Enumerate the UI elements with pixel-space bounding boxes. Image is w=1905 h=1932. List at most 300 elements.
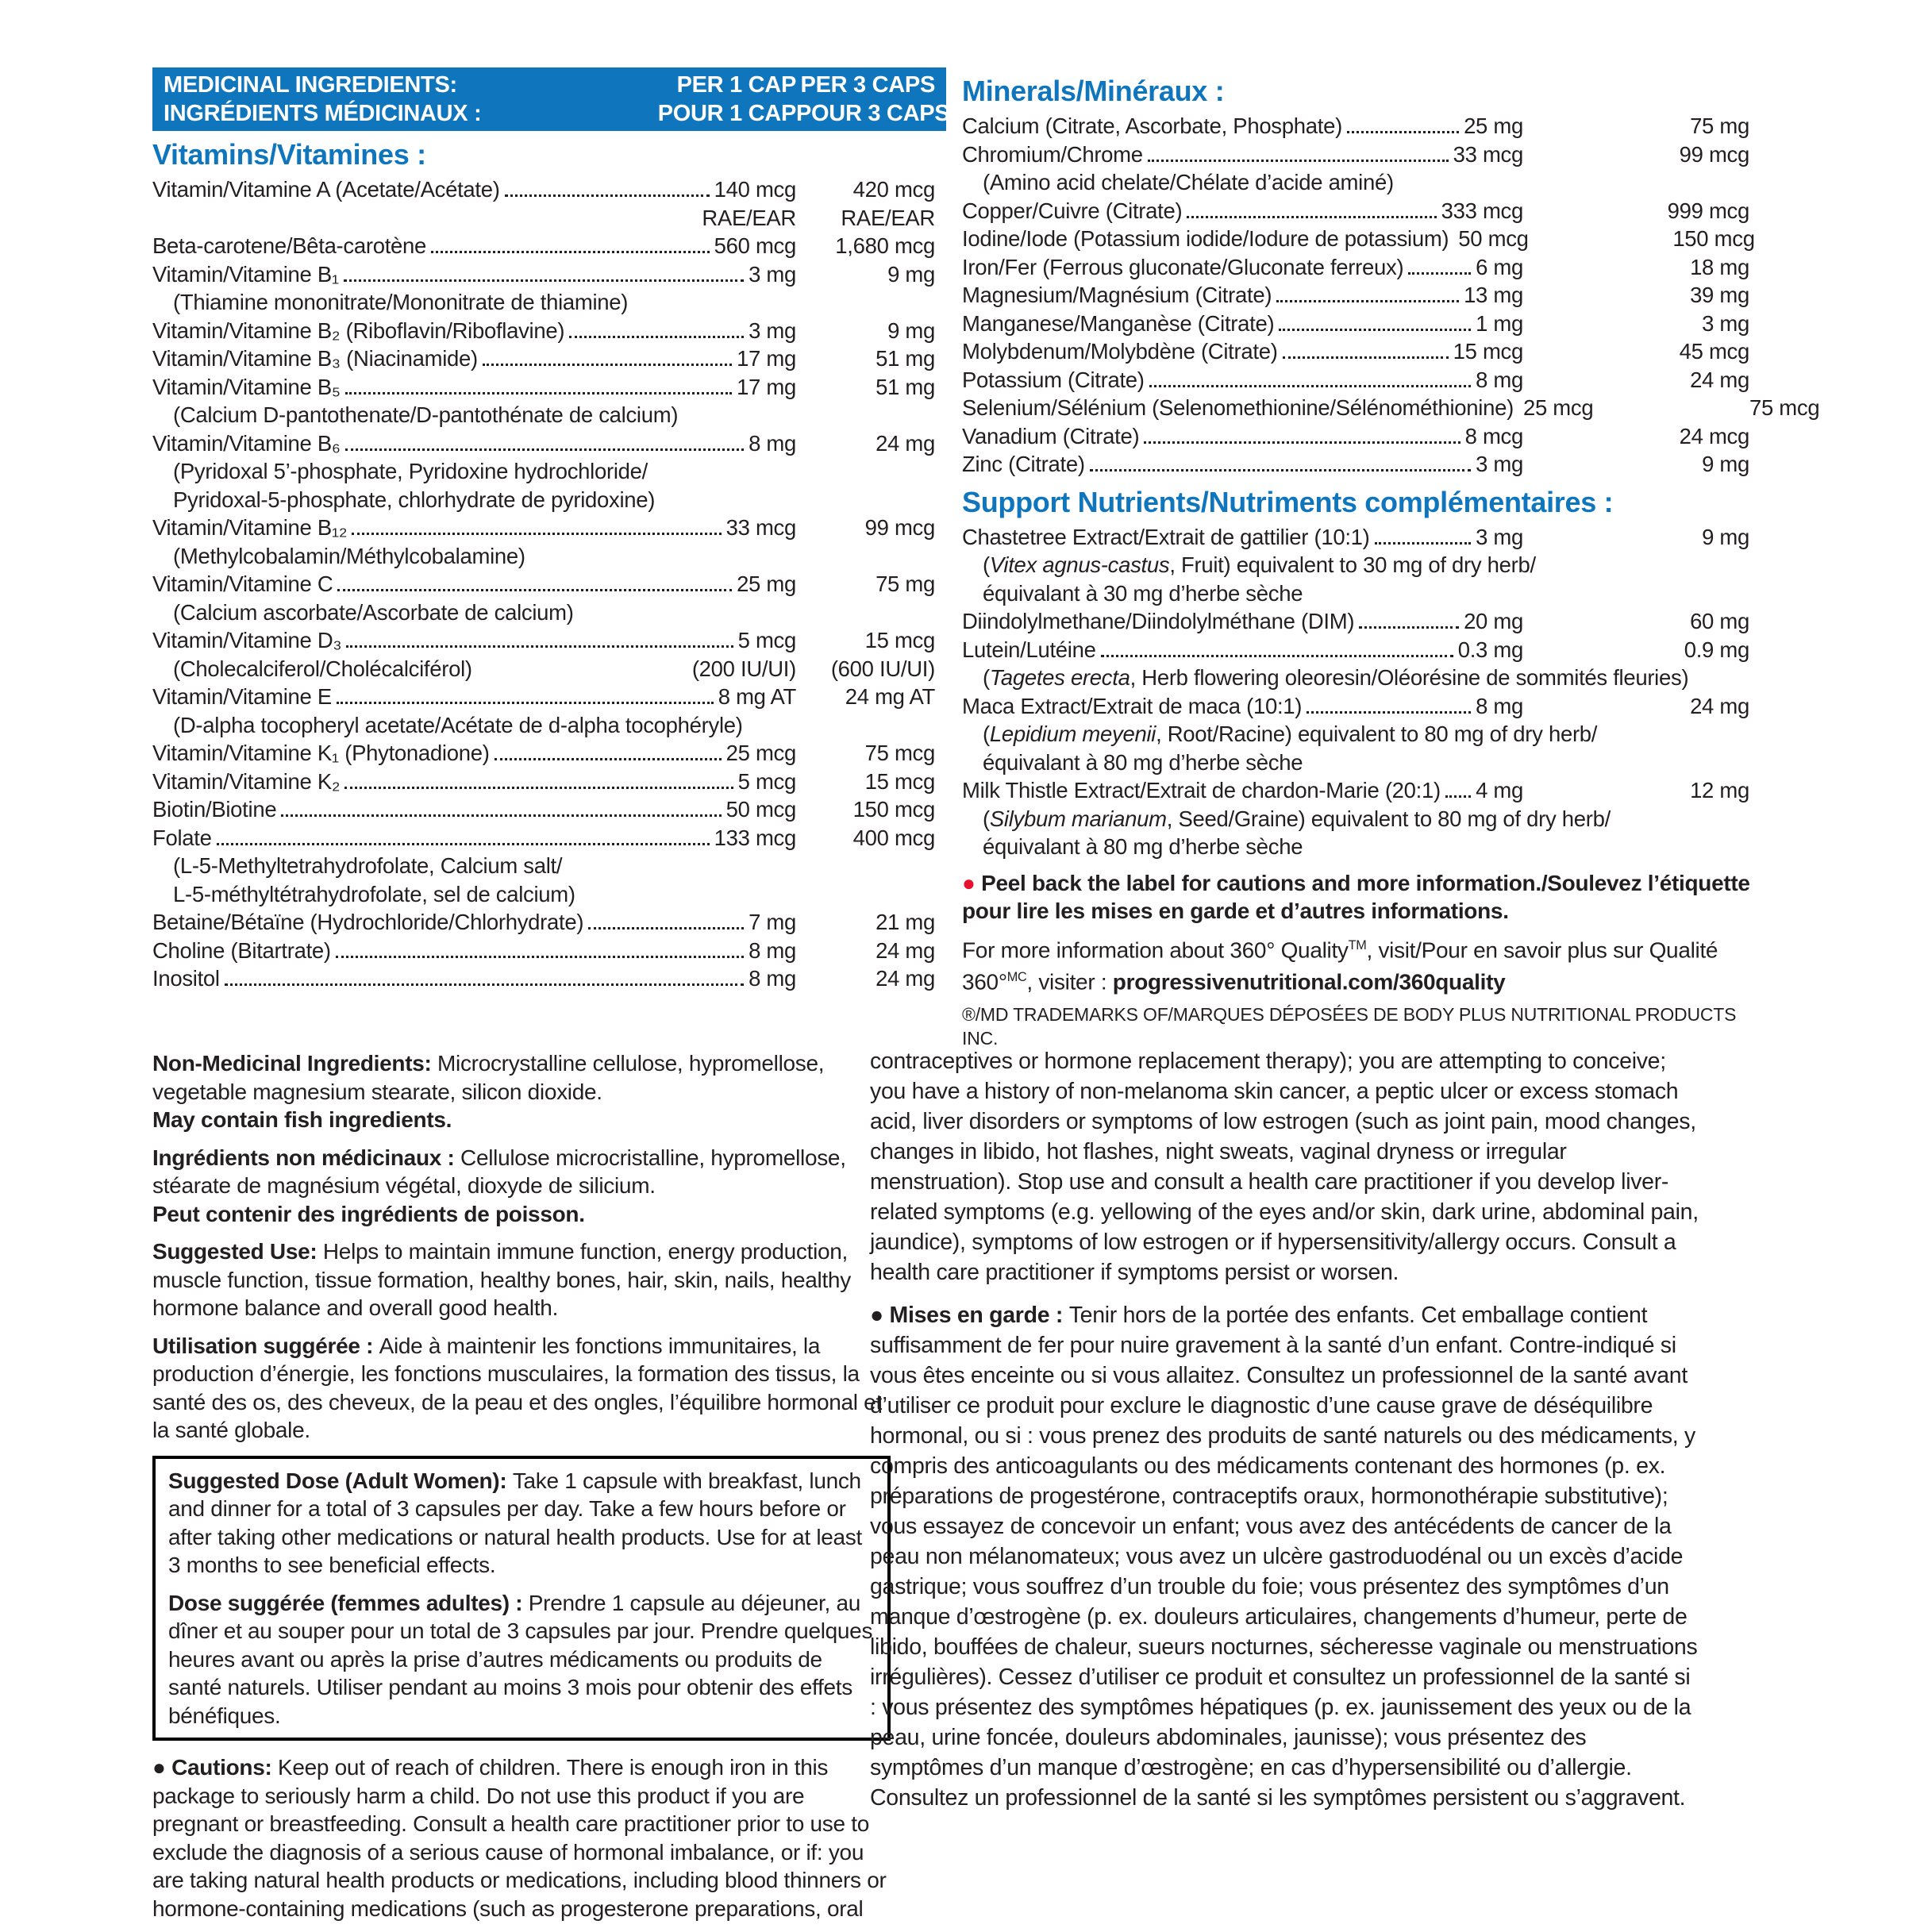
amount-per-1-cap: 133 mcg bbox=[714, 825, 796, 850]
amount-per-3-caps: (600 IU/UI) bbox=[830, 656, 935, 681]
amount-per-3-caps: 45 mcg bbox=[1679, 339, 1749, 364]
ingredient-name bbox=[962, 692, 1302, 721]
text-segment: Suggested Dose (Adult Women): bbox=[168, 1468, 513, 1493]
amount-per-1-cap: 8 mg bbox=[749, 966, 796, 991]
text-segment: Non-Medicinal Ingredients: bbox=[152, 1051, 438, 1076]
text-segment: contraceptives or hormone replacement therapy); you are attempting to conceive; you have a history of non-melanoma skin cancer, a peptic ulcer or excess stomach acid, liver disorders or symptoms of low estrogen (such as joint pain, mood changes, changes in libido, hot flashes, night sweats, vaginal dryness or irregular menstruation). Stop use and consult a health care practitioner if you develop liver-related symptoms (e.g. yellowing of the eyes and/or skin, dark urine, abdominal pain, jaundice), symptoms of low estrogen or if hypersensitivity/allergy occurs. Consult a health care practitioner if symptoms persist or worsen. bbox=[870, 1049, 1699, 1285]
amount-per-3-caps: 51 mg bbox=[876, 374, 935, 399]
dotted-leader bbox=[337, 589, 732, 591]
ingredient-name bbox=[152, 317, 564, 345]
amount-per-3-caps: 999 mcg bbox=[1667, 198, 1749, 223]
suggested-use-fr bbox=[152, 1332, 891, 1445]
medicinal-ingredients-column bbox=[152, 67, 950, 993]
amount-per-3-caps: RAE/EAR bbox=[841, 205, 935, 230]
amount-per-1-cap: 13 mg bbox=[1464, 283, 1523, 307]
text-segment: Molybdenum/Molybdène (Citrate) bbox=[962, 339, 1278, 364]
amount-per-3-caps: 150 mcg bbox=[852, 797, 935, 822]
dotted-leader bbox=[1149, 385, 1471, 387]
ingredient-name bbox=[962, 112, 1342, 140]
amount-per-3-caps: 18 mg bbox=[1690, 254, 1749, 279]
text-segment: Vitamin/Vitamine K₂ bbox=[152, 768, 341, 794]
ingredient-line bbox=[962, 337, 1761, 366]
ingredient-line bbox=[152, 401, 946, 429]
dotted-leader bbox=[1283, 356, 1449, 359]
amount-per-3-caps: 24 mg bbox=[1690, 693, 1749, 718]
amount-per-3-caps: 75 mg bbox=[876, 572, 935, 596]
ingredient-line bbox=[152, 824, 946, 852]
ingredient-line bbox=[152, 373, 946, 402]
amount-per-3-caps: 60 mg bbox=[1690, 609, 1749, 633]
amount-per-3-caps: 24 mg AT bbox=[845, 684, 935, 709]
text-segment: Choline (Bitartrate) bbox=[152, 937, 331, 963]
ingredient-name bbox=[962, 579, 1303, 608]
ingredient-line bbox=[962, 112, 1761, 140]
text-segment: ®/MD TRADEMARKS OF/MARQUES DÉPOSÉES DE BODY PLUS NUTRITIONAL PRODUCTS INC. bbox=[962, 1004, 1737, 1049]
text-segment: , visiter : bbox=[1026, 969, 1113, 995]
dotted-leader bbox=[1276, 300, 1459, 302]
ingredient-line bbox=[962, 636, 1761, 664]
cautions-fr bbox=[870, 1300, 1702, 1813]
amount-per-3-caps: 1,680 mcg bbox=[835, 233, 935, 258]
suggested-dose-box bbox=[152, 1456, 891, 1741]
ingredient-line bbox=[962, 833, 1761, 861]
text-segment: May contain fish ingredients. bbox=[152, 1107, 452, 1132]
text-segment: Prendre 1 capsule au déjeuner, au dîner et au souper pour un total de 3 capsules par jour. Prendre quelques heures avant ou après la prise d’autres médicaments ou produits de santé naturels. Utiliser pendant au moins 3 mois pour obtenir des effets bénéfiques. bbox=[168, 1590, 873, 1728]
amount-per-3-caps: 15 mcg bbox=[864, 628, 935, 652]
amount-per-3-caps: 24 mg bbox=[876, 430, 935, 456]
header-col-per-1-cap bbox=[658, 71, 796, 128]
text-segment: Zinc (Citrate) bbox=[962, 452, 1085, 476]
ingredient-line bbox=[962, 281, 1761, 310]
amount-per-3-caps: 9 mg bbox=[887, 261, 935, 287]
amount-per-1-cap: 17 mg bbox=[737, 374, 796, 399]
ingredient-name bbox=[152, 655, 472, 683]
dotted-leader bbox=[281, 814, 721, 817]
ingredient-line bbox=[962, 805, 1761, 833]
minerals-section-title: Minerals/Minéraux : bbox=[962, 75, 1225, 107]
amount-per-1-cap: 20 mg bbox=[1464, 609, 1523, 633]
text-segment: Folate bbox=[152, 825, 212, 850]
amount-per-1-cap: 8 mg AT bbox=[718, 684, 796, 709]
dotted-leader bbox=[345, 448, 744, 451]
amount-per-3-caps: 150 mcg bbox=[1672, 226, 1755, 251]
ingredient-line bbox=[152, 486, 946, 514]
amount-per-1-cap: RAE/EAR bbox=[702, 205, 796, 230]
ingredient-name bbox=[152, 908, 583, 937]
text-segment: Biotin/Biotine bbox=[152, 797, 277, 822]
cautions-english bbox=[152, 1753, 891, 1922]
text-segment: Ingrédients non médicinaux : bbox=[152, 1145, 461, 1170]
per-3-caps-fr: POUR 3 CAPS bbox=[796, 101, 950, 126]
text-segment: (Calcium ascorbate/Ascorbate de calcium) bbox=[173, 599, 574, 625]
ingredient-name bbox=[962, 394, 1514, 422]
ingredient-name bbox=[152, 795, 276, 824]
ingredient-name bbox=[962, 720, 1597, 749]
ingredient-line bbox=[152, 514, 946, 542]
may-contain-en bbox=[152, 1106, 891, 1134]
more-info-note bbox=[962, 932, 1761, 997]
text-segment: Beta-carotene/Bêta-carotène bbox=[152, 233, 427, 258]
ingredient-name bbox=[962, 281, 1272, 310]
ingredient-name bbox=[962, 140, 1143, 169]
ingredient-line bbox=[962, 394, 1820, 422]
text-segment: MC bbox=[1006, 970, 1027, 985]
text-segment: Milk Thistle Extract/Extrait de chardon-Marie (20:1) bbox=[962, 778, 1441, 802]
amount-per-1-cap: 33 mcg bbox=[1453, 141, 1523, 167]
text-segment: Lepidium meyenii bbox=[989, 722, 1156, 746]
ingredient-line bbox=[962, 197, 1761, 225]
ingredients-and-use-paragraphs bbox=[152, 1049, 891, 1445]
dotted-leader bbox=[588, 927, 744, 929]
ingredient-line bbox=[962, 551, 1761, 579]
ingredient-line bbox=[152, 598, 946, 627]
amount-per-1-cap: 3 mg bbox=[1476, 524, 1523, 549]
text-segment: ● Cautions: bbox=[152, 1755, 278, 1780]
text-segment: Microcrystalline cellulose, hypromellose, vegetable magnesium stearate, silicon dioxide. bbox=[152, 1051, 825, 1104]
text-segment: Dose suggérée (femmes adultes) : bbox=[168, 1590, 529, 1615]
medicinal-ingredients-header-bar bbox=[152, 67, 950, 131]
ingredient-line bbox=[962, 664, 1761, 692]
peel-back-note bbox=[962, 869, 1761, 926]
dotted-leader bbox=[1279, 329, 1471, 331]
vitamins-list bbox=[152, 175, 946, 993]
ingredient-line bbox=[152, 795, 946, 824]
text-segment: Aide à maintenir les fonctions immunitaires, la production d’énergie, les fonctions musculaires, la formation des tissus, la santé des os, des cheveux, de la peau et des ongles, l’équilibre hormonal et la santé globale. bbox=[152, 1333, 882, 1442]
text-segment: Tagetes erecta bbox=[989, 665, 1130, 690]
amount-per-3-caps: 24 mg bbox=[876, 937, 935, 963]
ingredient-line bbox=[962, 168, 1761, 197]
text-segment: Vitamin/Vitamine A (Acetate/Acétate) bbox=[152, 177, 500, 202]
text-segment: Lutein/Lutéine bbox=[962, 637, 1096, 662]
dotted-leader bbox=[1347, 131, 1459, 133]
ingredient-line bbox=[152, 768, 946, 796]
amount-per-3-caps: 24 mcg bbox=[1679, 423, 1749, 448]
ingredient-name bbox=[962, 450, 1085, 479]
amount-per-1-cap: 7 mg bbox=[749, 910, 796, 934]
amount-per-3-caps: 0.9 mg bbox=[1684, 637, 1749, 662]
text-segment: (Methylcobalamin/Méthylcobalamine) bbox=[173, 543, 525, 568]
ingredient-name bbox=[962, 366, 1145, 394]
ingredient-name bbox=[152, 514, 347, 542]
text-segment: Vitamin/Vitamine B₂ (Riboflavin/Riboflavine) bbox=[152, 318, 565, 343]
ingredient-line bbox=[152, 288, 946, 317]
amount-per-1-cap: 50 mcg bbox=[1458, 226, 1529, 251]
dotted-leader bbox=[569, 336, 744, 338]
amount-per-1-cap: 8 mcg bbox=[1464, 423, 1523, 448]
text-segment: ● bbox=[962, 870, 982, 895]
amount-per-1-cap: 25 mg bbox=[737, 572, 796, 596]
amount-per-3-caps: 400 mcg bbox=[852, 825, 935, 850]
minerals-support-column bbox=[962, 67, 1820, 1050]
ingredient-name bbox=[962, 197, 1182, 225]
ingredient-name bbox=[152, 711, 743, 740]
amount-per-3-caps: 75 mg bbox=[1690, 114, 1749, 138]
ingredient-name bbox=[962, 551, 1536, 579]
amount-per-1-cap: 5 mcg bbox=[737, 768, 796, 794]
text-segment: , Root/Racine) equivalent to 80 mg of dry herb/ bbox=[1156, 722, 1598, 746]
text-segment: , Fruit) equivalent to 30 mg of dry herb/ bbox=[1169, 552, 1536, 577]
amount-per-3-caps: 420 mcg bbox=[852, 177, 935, 202]
ingredient-name bbox=[962, 225, 1449, 253]
dotted-leader bbox=[505, 194, 710, 197]
ingredient-name bbox=[152, 232, 426, 260]
text-segment: Cellulose microcristalline, hypromellose, stéarate de magnésium végétal, dioxyde de silicium. bbox=[152, 1145, 846, 1198]
text-segment: TM bbox=[1348, 937, 1367, 953]
header-title-en: MEDICINAL INGREDIENTS: bbox=[164, 72, 457, 98]
ingredient-line bbox=[962, 579, 1761, 608]
amount-per-1-cap: 6 mg bbox=[1476, 254, 1523, 279]
dotted-leader bbox=[217, 843, 710, 845]
ingredient-name bbox=[152, 768, 340, 796]
dotted-leader bbox=[1375, 542, 1472, 545]
minerals-list bbox=[962, 112, 1820, 479]
amount-per-3-caps: 9 mg bbox=[1702, 524, 1749, 549]
text-segment: Peel back the label for cautions and more information./Soulevez l’étiquette pour lire les mises en garde et d’autres informations. bbox=[962, 870, 1750, 923]
ingredient-line bbox=[152, 175, 946, 204]
amount-per-3-caps: 99 mcg bbox=[1679, 141, 1749, 167]
ingredient-name bbox=[962, 833, 1303, 861]
text-segment: Vitamin/Vitamine B₅ bbox=[152, 374, 341, 399]
dotted-leader bbox=[346, 645, 733, 648]
text-segment: Take 1 capsule with breakfast, lunch and dinner for a total of 3 capsules per day. Take a few hours before or after taking other medications or natural health products. Use for at least 3 months to see beneficial effects. bbox=[168, 1468, 862, 1577]
cautions-en bbox=[152, 1753, 891, 1922]
ingredient-name bbox=[962, 310, 1274, 338]
amount-per-1-cap: 4 mg bbox=[1476, 778, 1523, 802]
dotted-leader bbox=[1187, 216, 1436, 218]
per-1-cap-en: PER 1 CAP bbox=[676, 72, 796, 98]
ingredient-line bbox=[152, 344, 946, 373]
text-segment: Vitamin/Vitamine B₁ bbox=[152, 261, 339, 287]
text-segment: (Calcium D-pantothenate/D-pantothénate de calcium) bbox=[173, 402, 679, 427]
ingredient-name bbox=[962, 664, 1688, 692]
header-title bbox=[164, 71, 658, 128]
ingredient-name bbox=[962, 422, 1139, 451]
ingredient-name bbox=[152, 824, 212, 852]
text-segment: Iron/Fer (Ferrous gluconate/Gluconate ferreux) bbox=[962, 254, 1404, 279]
ingredient-line bbox=[962, 776, 1761, 805]
ingredient-line bbox=[152, 260, 946, 289]
ingredient-name bbox=[962, 607, 1354, 636]
amount-per-1-cap: 8 mg bbox=[1476, 693, 1523, 718]
amount-per-1-cap: 1 mg bbox=[1476, 310, 1523, 336]
suggested-use-en bbox=[152, 1237, 891, 1322]
ingredient-line bbox=[152, 937, 946, 965]
text-segment: Magnesium/Magnésium (Citrate) bbox=[962, 283, 1272, 307]
ingredient-name bbox=[962, 253, 1403, 282]
ingredient-line bbox=[152, 880, 946, 909]
text-segment: progressivenutritional.com/360quality bbox=[1112, 969, 1506, 995]
text-segment: ( bbox=[983, 722, 990, 746]
text-segment: (Amino acid chelate/Chélate d’acide aminé) bbox=[983, 170, 1394, 194]
amount-per-3-caps: 99 mcg bbox=[864, 515, 935, 540]
ingredient-name bbox=[962, 523, 1370, 552]
text-segment: Suggested Use: bbox=[152, 1239, 323, 1264]
text-segment: Maca Extract/Extrait de maca (10:1) bbox=[962, 693, 1303, 718]
ingredient-line bbox=[152, 683, 946, 711]
text-segment: Silybum marianum bbox=[989, 806, 1167, 831]
text-segment: Manganese/Manganèse (Citrate) bbox=[962, 310, 1275, 336]
ingredient-line bbox=[962, 140, 1761, 169]
text-segment: Vitamin/Vitamine B₆ bbox=[152, 430, 341, 456]
text-segment: Selenium/Sélénium (Selenomethionine/Sélénométhionine) bbox=[962, 395, 1514, 420]
may-contain-fr bbox=[152, 1200, 891, 1229]
amount-per-3-caps: 24 mg bbox=[1690, 367, 1749, 392]
amount-per-1-cap: 3 mg bbox=[1476, 452, 1523, 476]
ingredient-line bbox=[962, 607, 1761, 636]
ingredient-name bbox=[152, 486, 655, 514]
text-segment: Vitamin/Vitamine K₁ (Phytonadione) bbox=[152, 741, 490, 765]
amount-per-1-cap: 17 mg bbox=[737, 346, 796, 371]
vitamins-section-title: Vitamins/Vitamines : bbox=[152, 138, 426, 171]
text-segment: , visit/Pour en savoir plus sur Qualité 360° bbox=[962, 937, 1718, 995]
label-notes bbox=[962, 869, 1761, 1051]
text-segment: (Cholecalciferol/Cholécalciférol) bbox=[173, 656, 472, 681]
text-segment: Potassium (Citrate) bbox=[962, 367, 1145, 392]
ingredient-line bbox=[152, 964, 946, 993]
text-segment: Vitamin/Vitamine B₃ (Niacinamide) bbox=[152, 346, 478, 371]
text-segment: équivalant à 80 mg d’herbe sèche bbox=[983, 749, 1303, 775]
text-segment: Tenir hors de la portée des enfants. Cet emballage contient suffisamment de fer pour nuire gravement à la santé d’un enfant. Contre-indiqué si vous êtes enceinte ou si vous allaitez. Consultez un professionnel de la santé avant d’utiliser ce produit pour exclure le diagnostic d’une cause grave de déséquilibre hormonal, ou si : vous prenez des produits de santé naturels ou des médicaments, y compris des anticoagulants ou des médicaments contenant des hormones (p. ex. préparations de progestérone, contraceptifs oraux, hormonothérapie substitutive); vous essayez de concevoir un enfant; vous avez des antécédents de cancer de la peau non mélanomateux; vous avez un ulcère gastroduodénal ou un excès d’acide gastrique; vous souffrez d’un trouble du foie; vous présentez des symptômes d’un manque d’œstrogène (p. ex. douleurs articulaires, changements d’humeur, perte de libido, bouffées de chaleur, sueurs nocturnes, sécheresse vaginale ou menstruations irrégulières). Cessez d’utiliser ce produit et consultez un professionnel de la santé si : vous présentez des symptômes hépatiques (p. ex. jaunissement des yeux ou de la peau, urine foncée, douleurs abdominales, jaunisse); vous présentez des symptômes d’un manque d’œstrogène; en cas d’hypersensibilité ou d’allergie. Consultez un professionnel de la santé si les symptômes persistent ou s’aggravent. bbox=[870, 1303, 1698, 1811]
text-segment: ( bbox=[983, 665, 990, 690]
bottom-left-text-column bbox=[152, 1049, 891, 1932]
non-medicinal-en bbox=[152, 1049, 891, 1106]
non-medicinal-fr bbox=[152, 1144, 891, 1200]
text-segment: Vitamin/Vitamine B₁₂ bbox=[152, 515, 348, 540]
ingredient-line bbox=[962, 366, 1761, 394]
amount-per-1-cap: 8 mg bbox=[749, 430, 796, 456]
ingredient-line bbox=[152, 908, 946, 937]
header-col-per-3-caps bbox=[796, 71, 950, 128]
ingredient-line bbox=[152, 317, 946, 345]
amount-per-3-caps: 51 mg bbox=[876, 346, 935, 371]
ingredient-line bbox=[962, 450, 1761, 479]
dotted-leader bbox=[483, 364, 732, 366]
text-segment: équivalant à 30 mg d’herbe sèche bbox=[983, 580, 1303, 606]
ingredient-line bbox=[962, 692, 1761, 721]
amount-per-1-cap: 33 mcg bbox=[725, 515, 796, 540]
ingredient-line bbox=[152, 429, 946, 458]
amount-per-1-cap: 3 mg bbox=[749, 261, 796, 287]
bottom-right-text-column bbox=[870, 1046, 1702, 1826]
amount-per-3-caps: 24 mg bbox=[876, 966, 935, 991]
dotted-leader bbox=[337, 702, 714, 704]
dotted-leader bbox=[345, 392, 732, 394]
text-segment: ( bbox=[983, 552, 990, 577]
amount-per-1-cap: (200 IU/UI) bbox=[691, 656, 796, 681]
text-segment: Utilisation suggérée : bbox=[152, 1333, 379, 1358]
ingredient-name bbox=[152, 598, 574, 627]
ingredient-line bbox=[962, 310, 1761, 338]
ingredient-line bbox=[152, 711, 946, 740]
amount-per-1-cap: 0.3 mg bbox=[1457, 637, 1523, 662]
text-segment: Chromium/Chrome bbox=[962, 141, 1143, 167]
text-segment: (D-alpha tocopheryl acetate/Acétate de d-alpha tocophéryle) bbox=[173, 712, 743, 737]
ingredient-line bbox=[962, 749, 1761, 777]
ingredient-name bbox=[962, 337, 1278, 366]
text-segment: Calcium (Citrate, Ascorbate, Phosphate) bbox=[962, 114, 1342, 138]
text-segment: Iodine/Iode (Potassium iodide/Iodure de potassium) bbox=[962, 226, 1449, 251]
ingredient-name bbox=[152, 852, 562, 880]
dotted-leader bbox=[1144, 441, 1460, 444]
ingredient-line bbox=[152, 542, 946, 571]
amount-per-3-caps: 39 mg bbox=[1690, 283, 1749, 307]
dotted-leader bbox=[344, 279, 744, 282]
dotted-leader bbox=[352, 533, 721, 535]
dotted-leader bbox=[344, 787, 733, 789]
ingredient-line bbox=[152, 655, 946, 683]
ingredient-name bbox=[152, 260, 339, 289]
ingredient-name bbox=[962, 749, 1303, 777]
text-segment: , Seed/Graine) equivalent to 80 mg of dry herb/ bbox=[1166, 806, 1611, 831]
text-segment: For more information about 360° Quality bbox=[962, 937, 1349, 962]
trademark-note bbox=[962, 1003, 1761, 1050]
text-segment: Vanadium (Citrate) bbox=[962, 423, 1140, 448]
ingredient-name bbox=[152, 288, 628, 317]
dotted-leader bbox=[1408, 272, 1471, 275]
ingredient-name bbox=[152, 880, 575, 909]
text-segment: ( bbox=[983, 806, 990, 831]
ingredient-name bbox=[152, 175, 500, 204]
text-segment: Inositol bbox=[152, 966, 220, 991]
ingredient-name bbox=[962, 805, 1611, 833]
text-segment: Peut contenir des ingrédients de poisson. bbox=[152, 1201, 585, 1226]
amount-per-1-cap: 3 mg bbox=[749, 318, 796, 343]
text-segment: Vitamin/Vitamine E bbox=[152, 684, 332, 709]
text-segment: Diindolylmethane/Diindolylméthane (DIM) bbox=[962, 609, 1355, 633]
text-segment: (Thiamine mononitrate/Mononitrate de thiamine) bbox=[173, 290, 629, 314]
amount-per-1-cap: 5 mcg bbox=[737, 628, 796, 652]
ingredient-line bbox=[962, 253, 1761, 282]
suggested-dose-en bbox=[168, 1467, 875, 1580]
amount-per-3-caps: 75 mcg bbox=[864, 741, 935, 765]
amount-per-1-cap: 25 mg bbox=[1464, 114, 1523, 138]
ingredient-name bbox=[152, 626, 341, 655]
amount-per-3-caps: 15 mcg bbox=[864, 768, 935, 794]
amount-per-1-cap: 8 mg bbox=[749, 937, 796, 963]
dotted-leader bbox=[336, 956, 744, 958]
text-segment: Pyridoxal-5-phosphate, chlorhydrate de pyridoxine) bbox=[173, 487, 656, 512]
ingredient-line bbox=[962, 225, 1761, 253]
text-segment: Vitamin/Vitamine D₃ bbox=[152, 628, 342, 652]
text-segment: Helps to maintain immune function, energy production, muscle function, tissue formation, healthy bones, hair, skin, nails, healthy hormone balance and overall good health. bbox=[152, 1239, 851, 1320]
dotted-leader bbox=[1148, 160, 1449, 162]
suggested-dose-fr bbox=[168, 1589, 875, 1730]
text-segment: Vitamin/Vitamine C bbox=[152, 572, 333, 596]
header-title-fr: INGRÉDIENTS MÉDICINAUX : bbox=[164, 101, 482, 126]
text-segment: Chastetree Extract/Extrait de gattilier (10:1) bbox=[962, 524, 1370, 549]
ingredient-name bbox=[962, 776, 1441, 805]
support-nutrients-section-title: Support Nutrients/Nutriments complémentaires : bbox=[962, 485, 1614, 518]
ingredient-line bbox=[152, 204, 946, 233]
support-nutrients-list bbox=[962, 523, 1761, 861]
amount-per-1-cap: 560 mcg bbox=[714, 233, 796, 258]
ingredient-line bbox=[962, 523, 1761, 552]
amount-per-1-cap: 333 mcg bbox=[1441, 198, 1523, 223]
ingredient-name bbox=[152, 373, 341, 402]
dotted-leader bbox=[431, 251, 710, 253]
text-segment: (L-5-Methyltetrahydrofolate, Calcium salt/ bbox=[173, 853, 563, 878]
amount-per-1-cap: 50 mcg bbox=[725, 797, 796, 822]
text-segment: L-5-méthyltétrahydrofolate, sel de calcium) bbox=[173, 881, 575, 906]
ingredient-line bbox=[962, 720, 1761, 749]
per-1-cap-fr: POUR 1 CAP bbox=[657, 101, 796, 126]
ingredient-line bbox=[152, 570, 946, 598]
amount-per-1-cap: 140 mcg bbox=[714, 177, 796, 202]
dotted-leader bbox=[1359, 626, 1459, 629]
ingredient-name bbox=[152, 683, 332, 711]
cautions-en-continued bbox=[870, 1046, 1702, 1287]
ingredient-name bbox=[962, 168, 1394, 197]
